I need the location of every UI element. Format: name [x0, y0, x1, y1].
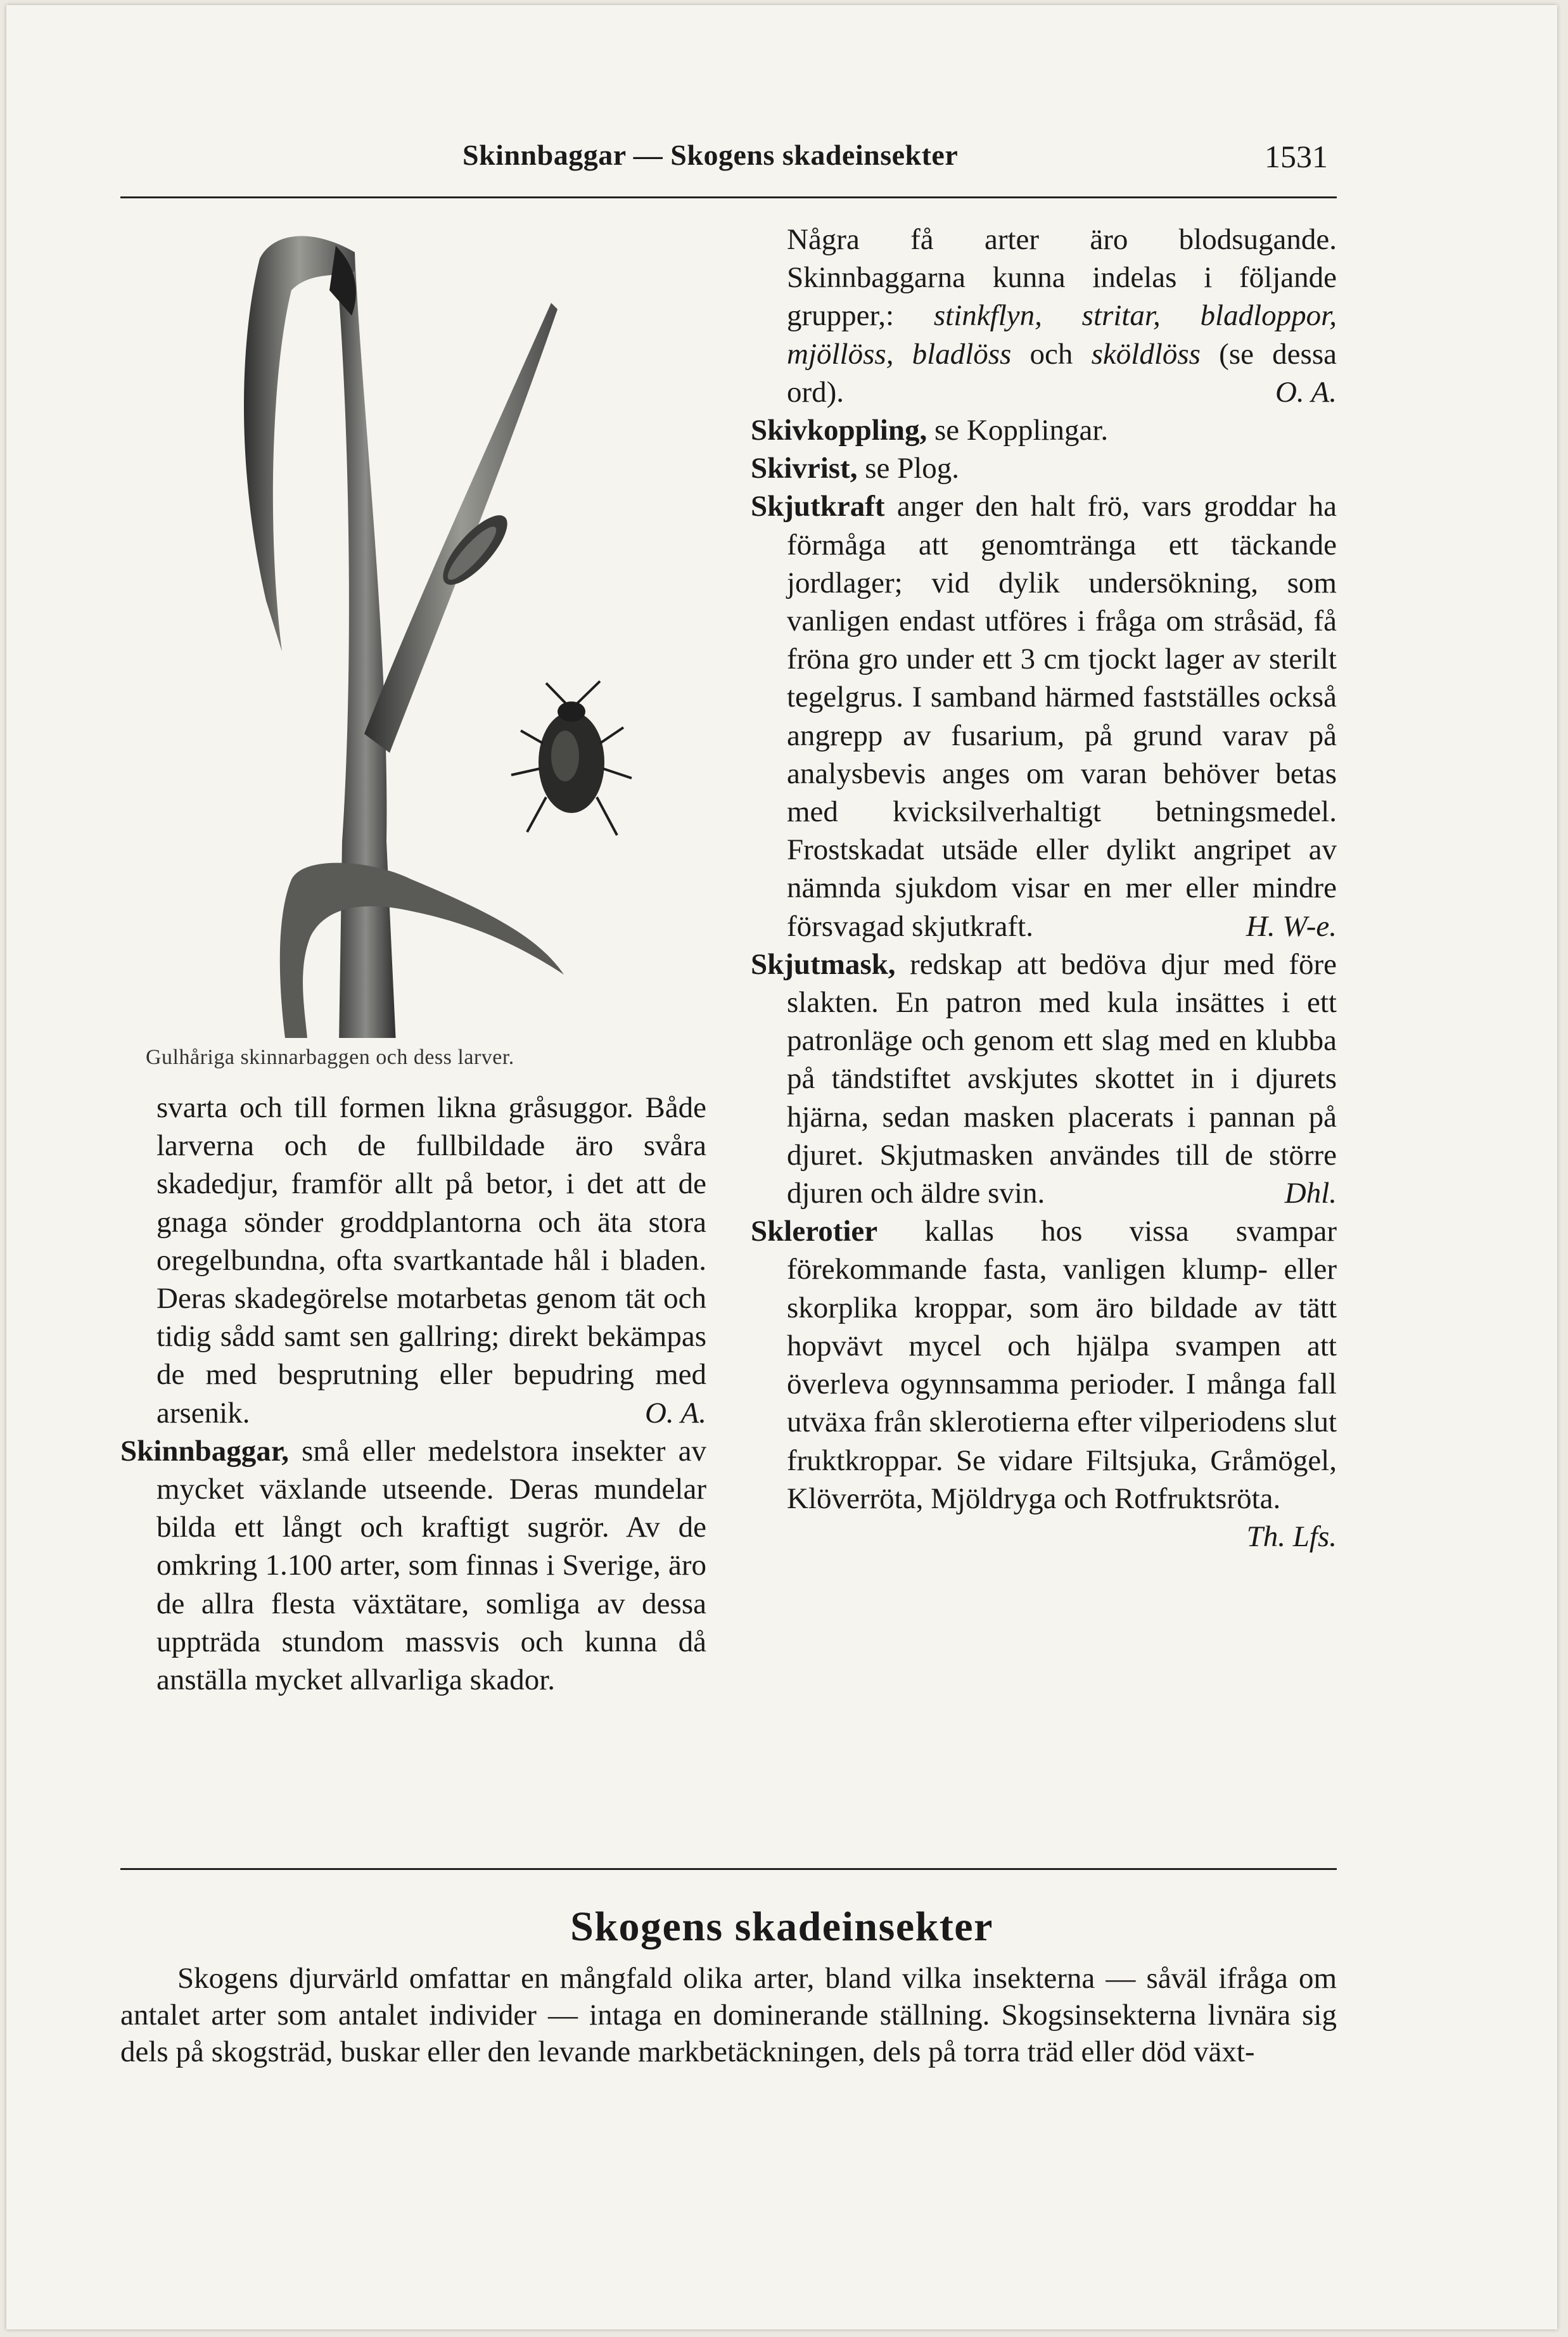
entry-skivrist	[751, 449, 1337, 487]
continuation-italic: sköldlöss	[1091, 337, 1201, 371]
continuation-text: (se dessa ord).	[787, 337, 1337, 409]
headword: Skinnbaggar,	[120, 1434, 290, 1468]
left-continuation	[120, 1089, 706, 1432]
signature: O. A.	[1275, 375, 1337, 409]
entry-text: se Plog.	[857, 452, 960, 485]
headword: Skjutkraft	[751, 490, 885, 523]
headword: Skivkoppling,	[751, 414, 927, 447]
left-continuation-text: svarta och till formen likna gråsuggor. Både larverna och de fullbildade äro svåra skadedjur, framför allt på betor, i det att de gnaga sönder groddplantorna och äta stora oregelbundna, ofta svartkantade hål i bladen. Deras skadegörelse motarbetas genom tät och tidig sådd samt sen gallring; direkt bekämpas de med besprutning eller bepudring med arsenik.	[156, 1091, 706, 1430]
right-column	[751, 221, 1337, 1556]
page	[6, 5, 1557, 2329]
right-continuation	[751, 221, 1337, 411]
section-title: Skogens skadeinsekter	[570, 1904, 993, 1950]
continuation-italic: stinkflyn, stritar, bladloppor, mjöllöss, bladlöss	[787, 299, 1337, 371]
entry-skjutkraft	[751, 487, 1337, 945]
headword: Skivrist,	[751, 452, 858, 485]
left-column	[120, 1089, 706, 1699]
signature: Th. Lfs.	[1246, 1520, 1337, 1553]
beetle-icon	[511, 681, 632, 835]
signature: O. A.	[644, 1396, 706, 1430]
entry-sklerotier	[751, 1212, 1337, 1553]
page-number: 1531	[1265, 139, 1328, 174]
entry-text: anger den halt frö, vars groddar ha förmåga att genomtränga ett täckande jordlager; vid dylik undersökning, som vanligen endast utföres i fråga om stråsäd, få fröna gro under ett 3 cm tjockt lager av sterilt tegelgrus. I samband härmed fastställes också angrepp av fusarium, på grund varav på analysbevis anges om varan behöver betas med kvicksilverhaltigt betningsmedel. Frostskadat utsäde eller dylikt angripet av nämnda sjukdom visar en mer eller mindre försvagad skjutkraft.	[787, 490, 1337, 943]
entry-text: se Kopplingar.	[927, 414, 1109, 447]
signature: H. W-e.	[1246, 909, 1337, 943]
headword: Sklerotier	[751, 1215, 878, 1248]
headword: Skjutmask,	[751, 947, 896, 981]
section-rule	[120, 1868, 1337, 1870]
header-rule	[120, 196, 1337, 198]
entry-skinnbaggar	[120, 1432, 706, 1699]
signature: Dhl.	[1284, 1177, 1337, 1210]
beetle-and-larva-illustration	[146, 208, 716, 1038]
figure-caption: Gulhåriga skinnarbaggen och dess larver.	[146, 1046, 514, 1069]
continuation-text: Några få arter äro blodsugande. Skinnbaggarna kunna indelas i följande grupper,:	[787, 223, 1337, 333]
entry-skivkoppling	[751, 411, 1337, 449]
entry-text: kallas hos vissa svampar förekommande fasta, vanligen klump- eller skorplika kroppar, som äro bildade av tätt hopvävt mycel och hjälpa svampen att överleva ogynnsamma perioder. I många fall utväxa från sklerotierna efter vilperiodens slut fruktkroppar. Se vidare Filtsjuka, Gråmögel, Klöverröta, Mjöldryga och Rotfruktsröta.	[787, 1215, 1337, 1515]
entry-text: små eller medelstora insekter av mycket växlande utseende. Deras mundelar bilda ett långt och kraftigt sugrör. Av de omkring 1.100 arter, som finnas i Sverige, äro de allra flesta växtätare, somliga av dessa uppträda stundom massvis och kunna då anställa mycket allvarliga skador.	[156, 1434, 706, 1697]
section-paragraph: Skogens djurvärld omfattar en mångfald olika arter, bland vilka insekterna — såväl ifråga om antalet arter som antalet individer — intaga en dominerande ställning. Skogsinsekterna livnära sig dels på skogsträd, buskar eller den levande markbetäckningen, dels på torra träd eller död växt-	[120, 1962, 1337, 2068]
running-title: Skinnbaggar — Skogens skadeinsekter	[462, 139, 959, 171]
continuation-text: och	[1011, 337, 1092, 371]
section-body	[120, 1960, 1337, 2070]
entry-skjutmask	[751, 945, 1337, 1212]
entry-text: redskap att bedöva djur med före slakten. En patron med kula insättes i ett patronläge och genom ett slag med en klubba på tändstiftet avskjutes skottet in i djurets hjärna, sedan masken placerats i pannan på djuret. Skjutmasken användes till de större djuren och äldre svin.	[787, 947, 1337, 1210]
